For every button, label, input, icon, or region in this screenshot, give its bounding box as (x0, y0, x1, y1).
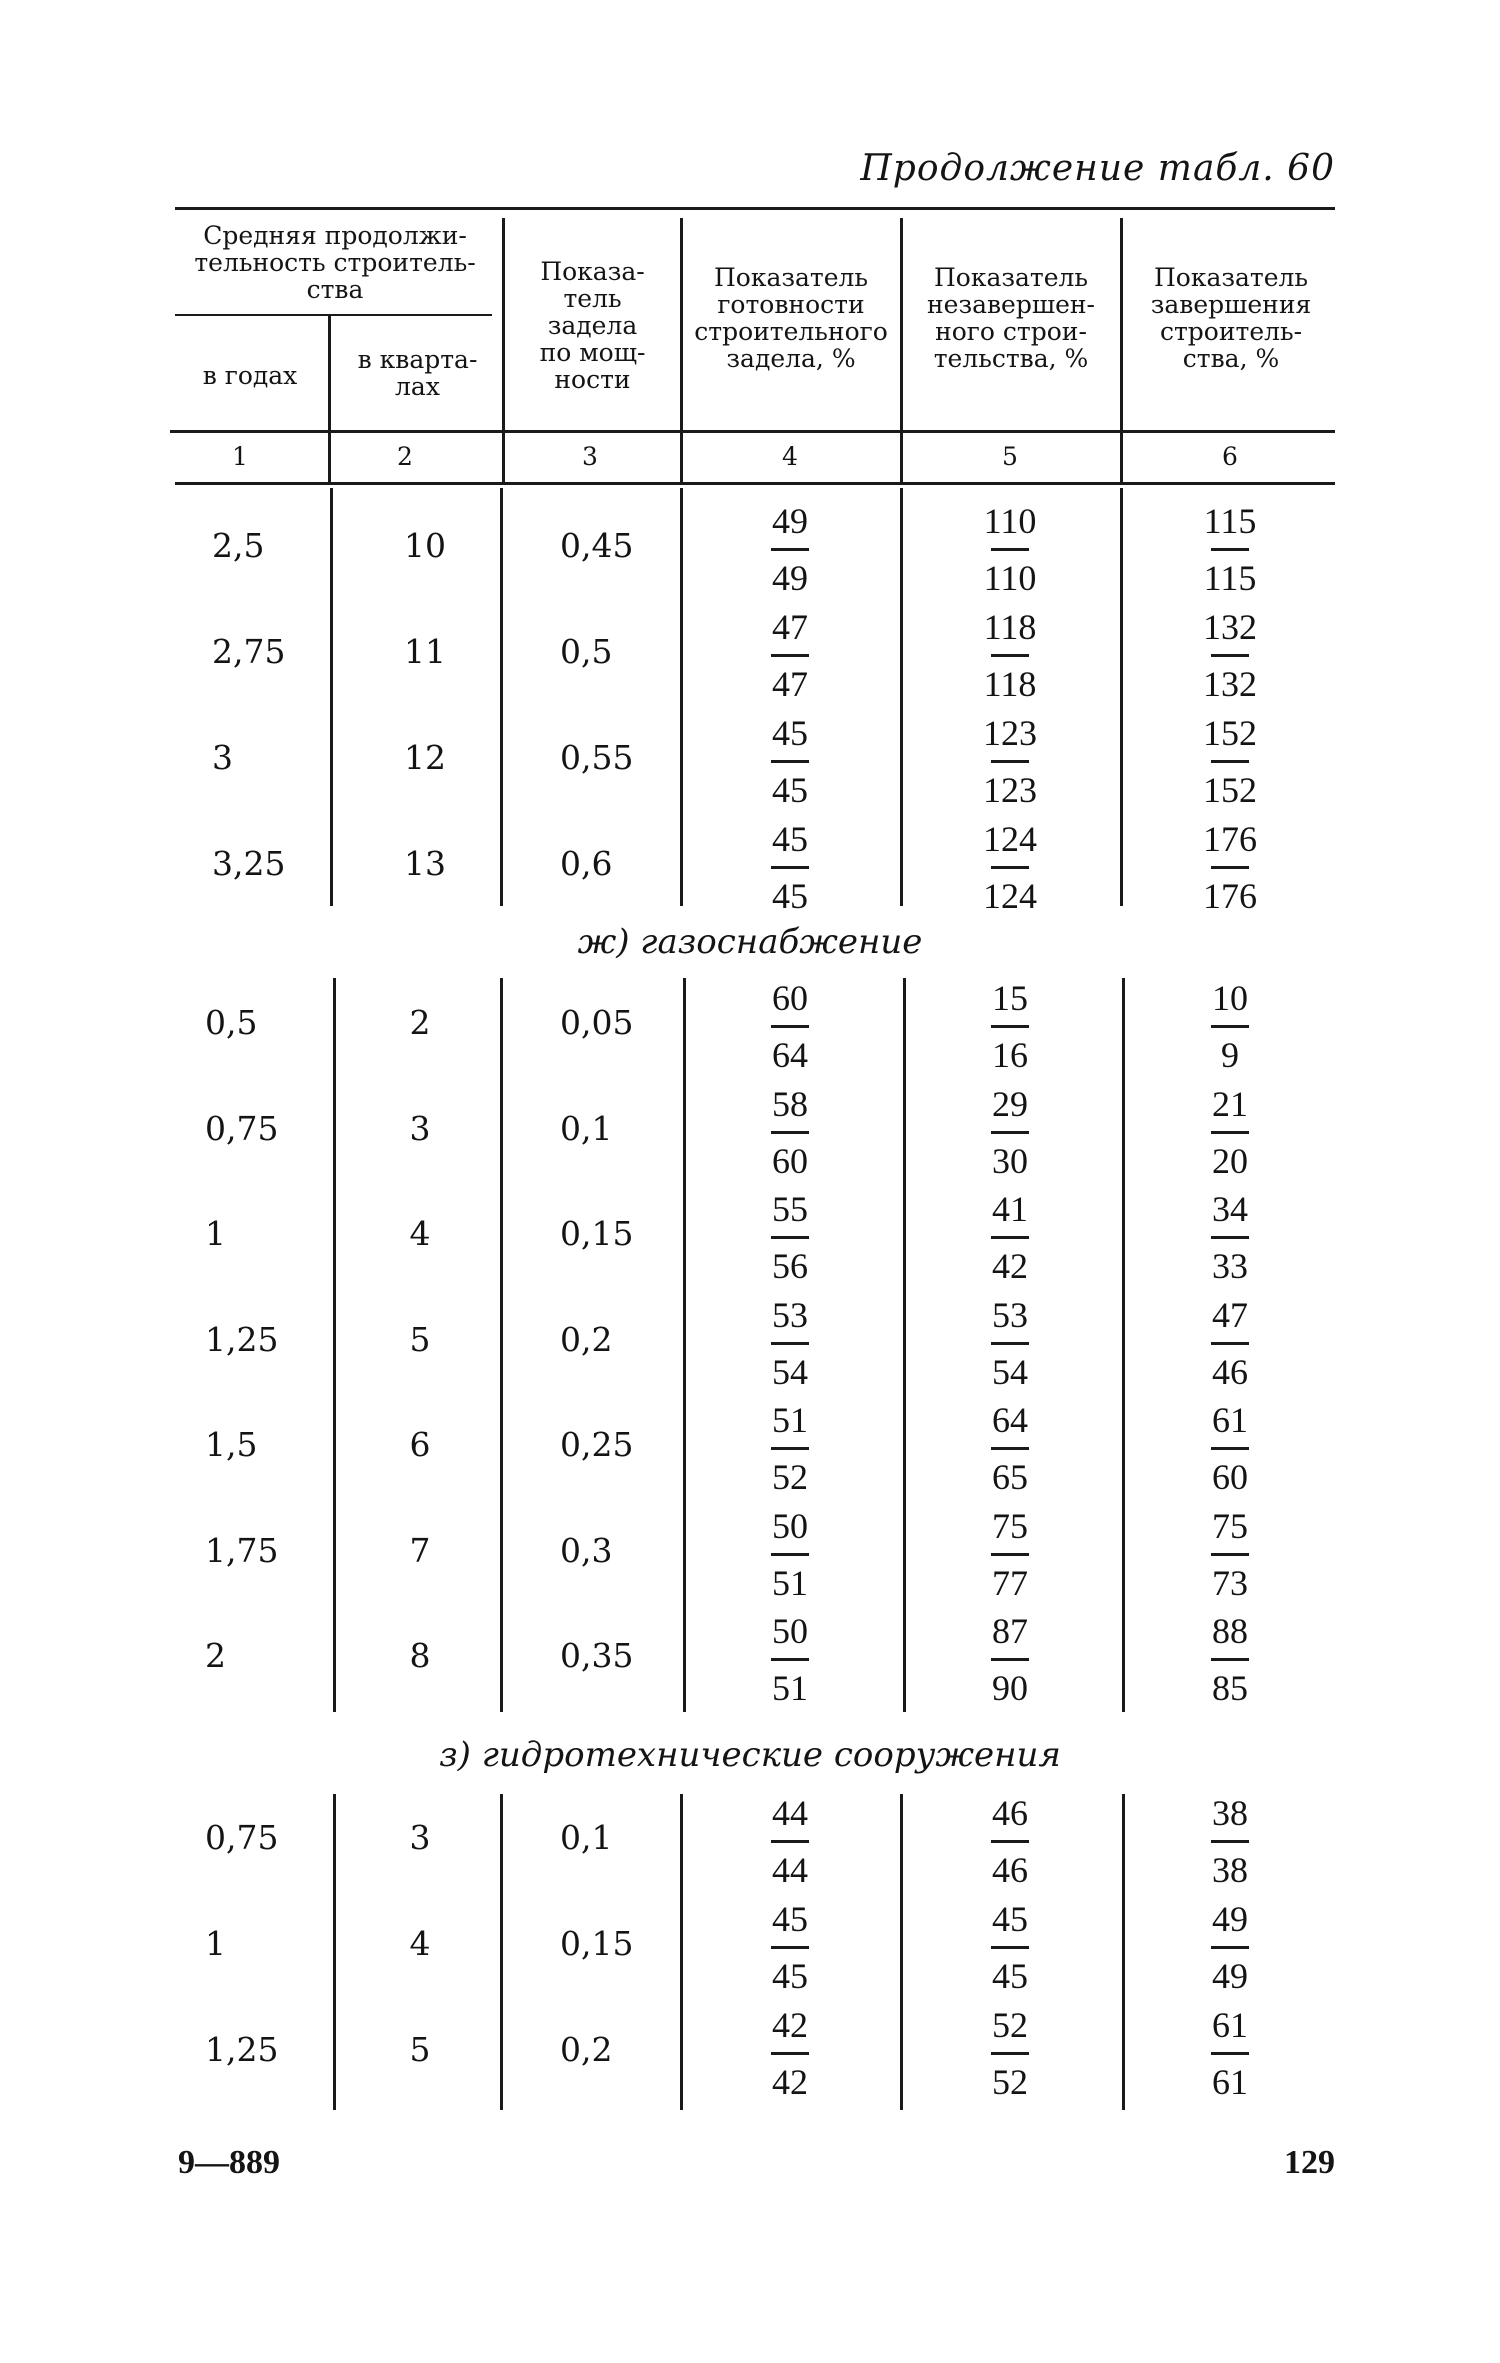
cell-quarters: 6 (409, 1425, 431, 1464)
cell-years: 0,5 (205, 1003, 258, 1042)
header-bottom-rule (170, 430, 1335, 433)
fraction-denominator: 124 (983, 876, 1037, 916)
fraction-bar (991, 2052, 1029, 2055)
fraction-denominator: 54 (772, 1351, 808, 1392)
cell-capacity: 0,55 (560, 738, 634, 777)
fraction-bar (771, 1025, 809, 1028)
cell-capacity: 0,1 (560, 1108, 613, 1148)
header-completion: Показатель завершения строитель- ства, % (1150, 263, 1312, 373)
header-vline-1 (328, 316, 331, 482)
fraction-readiness (740, 2000, 840, 2107)
fraction-denominator: 42 (992, 1246, 1028, 1286)
cell-quarters: 10 (404, 526, 446, 565)
column-number-1: 1 (232, 442, 248, 471)
fraction-numerator: 152 (1203, 713, 1257, 753)
fraction-completion (1180, 1184, 1280, 1291)
cell-quarters: 4 (409, 1214, 431, 1253)
fraction-numerator: 42 (772, 2005, 808, 2045)
fraction-bar (991, 1553, 1029, 1556)
fraction-bar (1211, 2052, 1249, 2055)
fraction-numerator: 45 (992, 1899, 1028, 1939)
fraction-completion (1180, 2000, 1280, 2107)
cell-years: 1,25 (205, 1319, 279, 1359)
fraction-denominator: 152 (1203, 770, 1257, 810)
fraction-numerator: 132 (1203, 607, 1257, 647)
fraction-numerator: 15 (992, 978, 1028, 1018)
fraction-bar (771, 1131, 809, 1134)
cell-quarters: 5 (409, 2030, 431, 2069)
fraction-denominator: 49 (772, 558, 808, 598)
fraction-bar (991, 1342, 1029, 1345)
fraction-numerator: 60 (772, 978, 808, 1018)
fraction-denominator: 77 (992, 1562, 1028, 1603)
header-capacity: Показа- тель задела по мощ- ности (539, 257, 646, 394)
fraction-numerator: 45 (772, 1899, 808, 1939)
cell-capacity: 0,2 (560, 2030, 613, 2069)
fraction-readiness (740, 814, 840, 921)
fraction-denominator: 45 (992, 1956, 1028, 1996)
cell-quarters: 5 (409, 1319, 431, 1359)
fraction-bar (991, 1658, 1029, 1661)
fraction-bar (771, 1946, 809, 1949)
fraction-numerator: 34 (1212, 1189, 1248, 1229)
fraction-denominator: 45 (772, 770, 808, 810)
fraction-numerator: 124 (983, 819, 1037, 859)
fraction-bar (991, 866, 1029, 869)
fraction-bar (991, 760, 1029, 763)
fraction-denominator: 52 (992, 2062, 1028, 2102)
fraction-denominator: 132 (1203, 664, 1257, 704)
fraction-readiness (740, 1184, 840, 1291)
fraction-bar (1211, 760, 1249, 763)
fraction-numerator: 46 (992, 1793, 1028, 1833)
fraction-denominator: 38 (1212, 1850, 1248, 1890)
hydro-block-vline-2 (500, 1794, 503, 2110)
fraction-denominator: 60 (1212, 1457, 1248, 1497)
cell-quarters: 12 (404, 738, 446, 777)
column-number-3: 3 (582, 442, 598, 471)
fraction-numerator: 64 (992, 1400, 1028, 1440)
fraction-bar (771, 760, 809, 763)
fraction-numerator: 176 (1203, 819, 1257, 859)
fraction-readiness (740, 1290, 840, 1397)
cell-quarters: 11 (404, 632, 446, 671)
fraction-readiness (740, 1501, 840, 1608)
fraction-readiness (740, 1079, 840, 1186)
fraction-bar (991, 1946, 1029, 1949)
header-vline-5 (1120, 218, 1123, 482)
section-title-hydro: з) гидротехнические сооружения (439, 1735, 1061, 1775)
fraction-incomplete (960, 814, 1060, 921)
fraction-numerator: 47 (772, 607, 808, 647)
cell-years: 2,5 (212, 526, 265, 565)
fraction-bar (771, 1840, 809, 1843)
fraction-denominator: 56 (772, 1246, 808, 1286)
top-block-vline-5 (1120, 488, 1123, 906)
fraction-incomplete (960, 1501, 1060, 1608)
fraction-denominator: 90 (992, 1668, 1028, 1708)
fraction-denominator: 9 (1221, 1035, 1239, 1075)
fraction-bar (771, 1342, 809, 1345)
fraction-bar (771, 548, 809, 551)
fraction-numerator: 44 (772, 1793, 808, 1833)
fraction-readiness (740, 1395, 840, 1502)
top-block-vline-1 (330, 488, 333, 906)
cell-quarters: 3 (409, 1818, 431, 1857)
fraction-bar (991, 1236, 1029, 1239)
cell-capacity: 0,35 (560, 1636, 634, 1675)
cell-capacity: 0,6 (560, 844, 613, 883)
fraction-denominator: 44 (772, 1850, 808, 1890)
header-duration-group: Средняя продолжи- тельность строитель- ства (194, 221, 476, 304)
fraction-bar (771, 1553, 809, 1556)
column-number-4: 4 (782, 442, 798, 471)
cell-years: 2,75 (212, 632, 286, 671)
fraction-readiness (740, 1606, 840, 1713)
fraction-denominator: 45 (772, 1956, 808, 1996)
fraction-denominator: 85 (1212, 1668, 1248, 1708)
column-numbers-bottom-rule (175, 482, 1335, 485)
fraction-incomplete (960, 602, 1060, 709)
fraction-readiness (740, 602, 840, 709)
fraction-readiness (740, 973, 840, 1080)
fraction-denominator: 123 (983, 770, 1037, 810)
fraction-numerator: 52 (992, 2005, 1028, 2045)
fraction-numerator: 55 (772, 1189, 808, 1229)
fraction-numerator: 115 (1203, 501, 1257, 541)
fraction-numerator: 38 (1212, 1793, 1248, 1833)
fraction-bar (991, 1840, 1029, 1843)
cell-years: 1,5 (205, 1425, 258, 1464)
page-number: 129 (1284, 2144, 1335, 2181)
fraction-numerator: 110 (983, 501, 1037, 541)
fraction-numerator: 88 (1212, 1611, 1248, 1651)
fraction-denominator: 46 (992, 1850, 1028, 1890)
cell-years: 1 (205, 1214, 226, 1253)
fraction-denominator: 110 (983, 558, 1037, 598)
header-years: в годах (202, 361, 298, 390)
cell-capacity: 0,05 (560, 1003, 634, 1042)
fraction-bar (1211, 1946, 1249, 1949)
cell-capacity: 0,3 (560, 1530, 613, 1570)
fraction-bar (1211, 654, 1249, 657)
fraction-bar (991, 548, 1029, 551)
fraction-denominator: 30 (992, 1140, 1028, 1181)
fraction-bar (771, 654, 809, 657)
fraction-completion (1180, 1395, 1280, 1502)
fraction-numerator: 118 (983, 607, 1037, 647)
fraction-incomplete (960, 973, 1060, 1080)
gas-block-vline-4 (903, 978, 906, 1712)
fraction-bar (771, 1658, 809, 1661)
cell-years: 1,75 (205, 1530, 279, 1570)
cell-quarters: 8 (409, 1636, 431, 1675)
fraction-denominator: 118 (983, 664, 1037, 704)
fraction-completion (1180, 1290, 1280, 1397)
fraction-bar (1211, 1658, 1249, 1661)
fraction-bar (1211, 1840, 1249, 1843)
fraction-completion (1180, 708, 1280, 815)
fraction-incomplete (960, 2000, 1060, 2107)
gas-block-vline-2 (500, 978, 503, 1712)
fraction-denominator: 73 (1212, 1562, 1248, 1603)
fraction-bar (1211, 866, 1249, 869)
fraction-numerator: 10 (1212, 978, 1248, 1018)
fraction-bar (1211, 1236, 1249, 1239)
fraction-completion (1180, 1501, 1280, 1608)
fraction-bar (771, 2052, 809, 2055)
cell-capacity: 0,15 (560, 1214, 634, 1253)
cell-years: 3 (212, 738, 233, 777)
fraction-denominator: 20 (1212, 1140, 1248, 1181)
fraction-denominator: 49 (1212, 1956, 1248, 1996)
cell-years: 1,25 (205, 2030, 279, 2069)
fraction-incomplete (960, 1606, 1060, 1713)
column-number-5: 5 (1002, 442, 1018, 471)
cell-years: 1 (205, 1924, 226, 1963)
fraction-numerator: 51 (772, 1400, 808, 1440)
fraction-numerator: 21 (1212, 1083, 1248, 1124)
cell-quarters: 13 (404, 844, 446, 883)
fraction-incomplete (960, 1290, 1060, 1397)
cell-quarters: 4 (409, 1924, 431, 1963)
fraction-denominator: 52 (772, 1457, 808, 1497)
fraction-incomplete (960, 496, 1060, 603)
fraction-bar (1211, 1447, 1249, 1450)
cell-capacity: 0,25 (560, 1425, 634, 1464)
fraction-bar (991, 1447, 1029, 1450)
fraction-bar (1211, 1131, 1249, 1134)
top-block-vline-3 (680, 488, 683, 906)
fraction-completion (1180, 602, 1280, 709)
fraction-bar (991, 1025, 1029, 1028)
fraction-completion (1180, 1788, 1280, 1895)
fraction-denominator: 16 (992, 1035, 1028, 1075)
hydro-block-vline-3 (680, 1794, 683, 2110)
cell-quarters: 7 (409, 1530, 431, 1570)
fraction-completion (1180, 814, 1280, 921)
cell-years: 3,25 (212, 844, 286, 883)
fraction-incomplete (960, 708, 1060, 815)
footer-signature-mark: 9—889 (178, 2144, 280, 2181)
fraction-denominator: 65 (992, 1457, 1028, 1497)
cell-capacity: 0,2 (560, 1319, 613, 1359)
cell-capacity: 0,5 (560, 632, 613, 671)
fraction-completion (1180, 973, 1280, 1080)
fraction-denominator: 42 (772, 2062, 808, 2102)
fraction-numerator: 49 (1212, 1899, 1248, 1939)
fraction-denominator: 47 (772, 664, 808, 704)
fraction-incomplete (960, 1894, 1060, 2001)
header-incomplete: Показатель незавершен- ного строи- тельства, % (926, 263, 1096, 373)
fraction-denominator: 60 (772, 1140, 808, 1181)
fraction-incomplete (960, 1788, 1060, 1895)
fraction-bar (771, 866, 809, 869)
fraction-denominator: 33 (1212, 1246, 1248, 1286)
fraction-readiness (740, 496, 840, 603)
fraction-bar (1211, 1342, 1249, 1345)
cell-capacity: 0,1 (560, 1818, 613, 1857)
table-continuation-caption: Продолжение табл. 60 (860, 148, 1335, 189)
header-top-rule (175, 207, 1335, 210)
fraction-numerator: 50 (772, 1505, 808, 1546)
fraction-denominator: 51 (772, 1668, 808, 1708)
fraction-incomplete (960, 1395, 1060, 1502)
cell-capacity: 0,15 (560, 1924, 634, 1963)
fraction-completion (1180, 1079, 1280, 1186)
fraction-bar (1211, 1025, 1249, 1028)
fraction-numerator: 61 (1212, 2005, 1248, 2045)
cell-years: 0,75 (205, 1108, 279, 1148)
fraction-numerator: 53 (992, 1294, 1028, 1335)
fraction-bar (1211, 548, 1249, 551)
cell-years: 2 (205, 1636, 226, 1675)
fraction-denominator: 115 (1203, 558, 1257, 598)
fraction-incomplete (960, 1184, 1060, 1291)
hydro-block-vline-1 (333, 1794, 336, 2110)
fraction-numerator: 47 (1212, 1294, 1248, 1335)
fraction-denominator: 54 (992, 1351, 1028, 1392)
cell-capacity: 0,45 (560, 526, 634, 565)
fraction-numerator: 58 (772, 1083, 808, 1124)
fraction-readiness (740, 708, 840, 815)
cell-quarters: 2 (409, 1003, 431, 1042)
column-number-6: 6 (1222, 442, 1238, 471)
section-title-gas: ж) газоснабжение (577, 922, 923, 962)
fraction-denominator: 51 (772, 1562, 808, 1603)
fraction-bar (771, 1447, 809, 1450)
fraction-denominator: 45 (772, 876, 808, 916)
header-vline-4 (900, 218, 903, 482)
fraction-numerator: 41 (992, 1189, 1028, 1229)
fraction-numerator: 75 (992, 1505, 1028, 1546)
gas-block-vline-1 (333, 978, 336, 1712)
fraction-numerator: 87 (992, 1611, 1028, 1651)
fraction-bar (1211, 1553, 1249, 1556)
fraction-incomplete (960, 1079, 1060, 1186)
cell-years: 0,75 (205, 1818, 279, 1857)
fraction-denominator: 176 (1203, 876, 1257, 916)
header-vline-3 (680, 218, 683, 482)
fraction-numerator: 45 (772, 713, 808, 753)
fraction-numerator: 49 (772, 501, 808, 541)
fraction-completion (1180, 1606, 1280, 1713)
gas-block-vline-3 (683, 978, 686, 1712)
fraction-completion (1180, 1894, 1280, 2001)
header-quarters: в кварта- лах (357, 345, 478, 401)
fraction-numerator: 29 (992, 1083, 1028, 1124)
fraction-denominator: 46 (1212, 1351, 1248, 1392)
fraction-readiness (740, 1788, 840, 1895)
fraction-bar (771, 1236, 809, 1239)
gas-block-vline-5 (1122, 978, 1125, 1712)
fraction-numerator: 50 (772, 1611, 808, 1651)
fraction-denominator: 61 (1212, 2062, 1248, 2102)
column-number-2: 2 (397, 442, 413, 471)
fraction-numerator: 75 (1212, 1505, 1248, 1546)
fraction-bar (991, 1131, 1029, 1134)
fraction-denominator: 64 (772, 1035, 808, 1075)
fraction-readiness (740, 1894, 840, 2001)
fraction-numerator: 45 (772, 819, 808, 859)
header-vline-2 (502, 218, 505, 482)
fraction-numerator: 53 (772, 1294, 808, 1335)
hydro-block-vline-4 (900, 1794, 903, 2110)
top-block-vline-2 (500, 488, 503, 906)
cell-quarters: 3 (409, 1108, 431, 1148)
fraction-completion (1180, 496, 1280, 603)
fraction-bar (991, 654, 1029, 657)
header-readiness: Показатель готовности строительного задела, % (694, 263, 888, 373)
fraction-numerator: 123 (983, 713, 1037, 753)
hydro-block-vline-5 (1122, 1794, 1125, 2110)
top-block-vline-4 (900, 488, 903, 906)
fraction-numerator: 61 (1212, 1400, 1248, 1440)
duration-group-underline (175, 314, 492, 316)
